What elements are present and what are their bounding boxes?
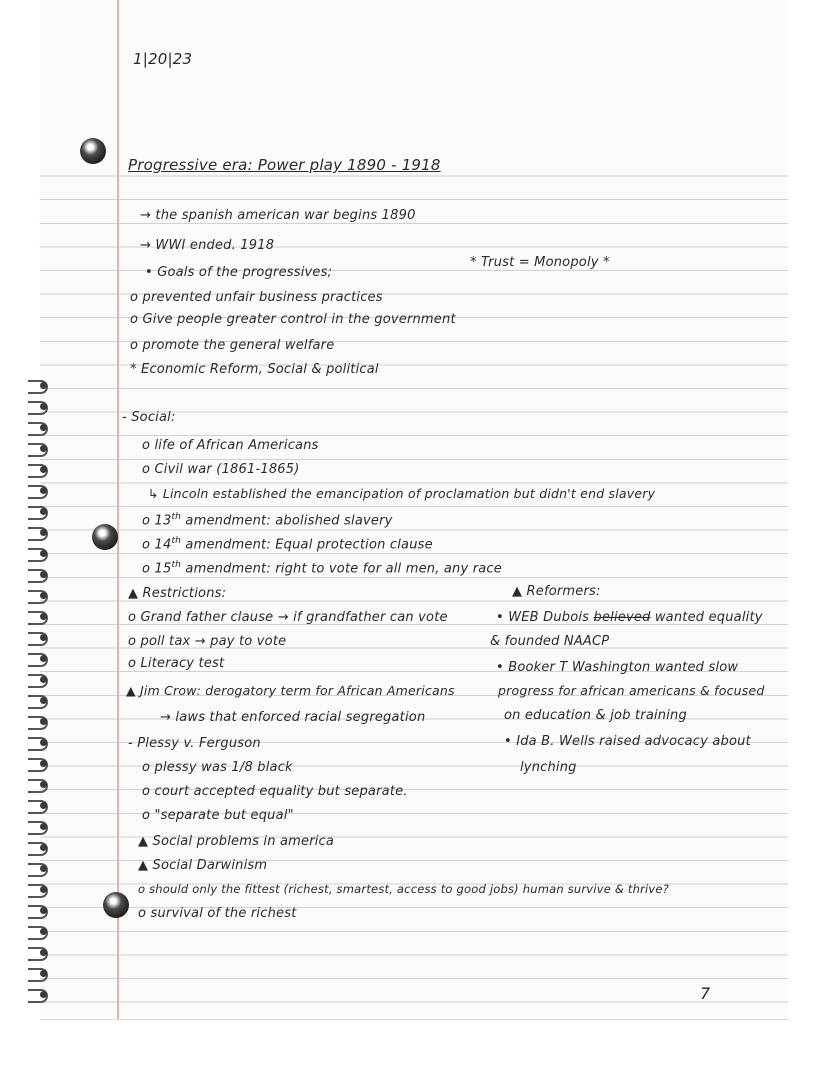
- note-line: o plessy was 1/8 black: [142, 760, 293, 775]
- spiral-coil-icon: [10, 968, 54, 980]
- note-line: * Trust = Monopoly *: [470, 255, 610, 270]
- note-line: → WWI ended. 1918: [140, 238, 275, 253]
- note-line: o Grand father clause → if grandfather can vote: [128, 610, 448, 625]
- note-line: o 15th amendment: right to vote for all men, any race: [142, 560, 502, 577]
- note-line: o should only the fittest (richest, smartest, access to good jobs) human survive & thrive?: [138, 882, 669, 896]
- spiral-coil-icon: [10, 716, 54, 728]
- spiral-coil-icon: [10, 800, 54, 812]
- note-line: ▲ Restrictions:: [128, 586, 227, 601]
- note-line: ▲ Social problems in america: [138, 834, 335, 849]
- spiral-coil-icon: [10, 674, 54, 686]
- note-line: • Ida B. Wells raised advocacy about: [504, 734, 751, 749]
- spiral-coil-icon: [10, 947, 54, 959]
- note-line: ▲ Jim Crow: derogatory term for African Americans: [126, 683, 455, 698]
- spiral-coil-icon: [10, 632, 54, 644]
- page-bottom-edge: [40, 1019, 788, 1020]
- note-line: ▲ Social Darwinism: [138, 858, 268, 873]
- page-title: Progressive era: Power play 1890 - 1918: [128, 156, 441, 174]
- punch-hole-icon: [103, 892, 129, 918]
- spiral-coil-icon: [10, 380, 54, 392]
- note-line: • WEB Dubois believed wanted equality: [496, 610, 763, 625]
- spiral-coil-icon: [10, 758, 54, 770]
- spiral-coil-icon: [10, 401, 54, 413]
- spiral-coil-icon: [10, 569, 54, 581]
- page-header-area: [40, 0, 788, 153]
- note-line: o 14th amendment: Equal protection clause: [142, 536, 433, 553]
- note-line: • Booker T Washington wanted slow: [496, 660, 739, 675]
- spiral-coil-icon: [10, 905, 54, 917]
- note-line: * Economic Reform, Social & political: [130, 362, 379, 377]
- note-line: o promote the general welfare: [130, 338, 335, 353]
- note-line: • Goals of the progressives;: [145, 265, 333, 280]
- spiral-coil-icon: [10, 485, 54, 497]
- spiral-coil-icon: [10, 779, 54, 791]
- spiral-coil-icon: [10, 884, 54, 896]
- spiral-coil-icon: [10, 842, 54, 854]
- note-line: o life of African Americans: [142, 438, 319, 453]
- note-line: → the spanish american war begins 1890: [140, 208, 416, 223]
- punch-hole-icon: [80, 138, 106, 164]
- spiral-coil-icon: [10, 863, 54, 875]
- spiral-coil-icon: [10, 590, 54, 602]
- spiral-coil-icon: [10, 548, 54, 560]
- note-line: on education & job training: [504, 708, 687, 723]
- margin-line: [117, 0, 119, 1020]
- spiral-coil-icon: [10, 506, 54, 518]
- spiral-coil-icon: [10, 653, 54, 665]
- date: 1|20|23: [133, 50, 193, 68]
- spiral-coil-icon: [10, 527, 54, 539]
- note-line: o court accepted equality but separate.: [142, 784, 408, 799]
- reformers-heading: ▲ Reformers:: [512, 584, 601, 599]
- spiral-coil-icon: [10, 443, 54, 455]
- punch-hole-icon: [92, 524, 118, 550]
- spiral-coil-icon: [10, 737, 54, 749]
- note-line: o Literacy test: [128, 656, 225, 671]
- note-line: o Civil war (1861-1865): [142, 462, 300, 477]
- note-line: o Give people greater control in the government: [130, 312, 456, 327]
- spiral-coil-icon: [10, 611, 54, 623]
- spiral-coil-icon: [10, 695, 54, 707]
- note-line: o survival of the richest: [138, 906, 297, 921]
- spiral-coil-icon: [10, 926, 54, 938]
- note-line: progress for african americans & focused: [498, 683, 765, 698]
- note-line: → laws that enforced racial segregation: [160, 710, 426, 725]
- note-line: & founded NAACP: [490, 634, 610, 649]
- note-line: o prevented unfair business practices: [130, 290, 383, 305]
- note-line: o poll tax → pay to vote: [128, 634, 287, 649]
- note-line: ↳ Lincoln established the emancipation of proclamation but didn't end slavery: [148, 486, 656, 501]
- note-line: - Social:: [122, 410, 176, 425]
- note-line: lynching: [520, 760, 577, 775]
- note-line: o 13th amendment: abolished slavery: [142, 512, 393, 529]
- page-number: 7: [700, 984, 711, 1003]
- spiral-coil-icon: [10, 821, 54, 833]
- spiral-coil-icon: [10, 464, 54, 476]
- note-line: - Plessy v. Ferguson: [128, 736, 261, 751]
- spiral-coil-icon: [10, 422, 54, 434]
- note-line: o "separate but equal": [142, 808, 294, 823]
- spiral-coil-icon: [10, 989, 54, 1001]
